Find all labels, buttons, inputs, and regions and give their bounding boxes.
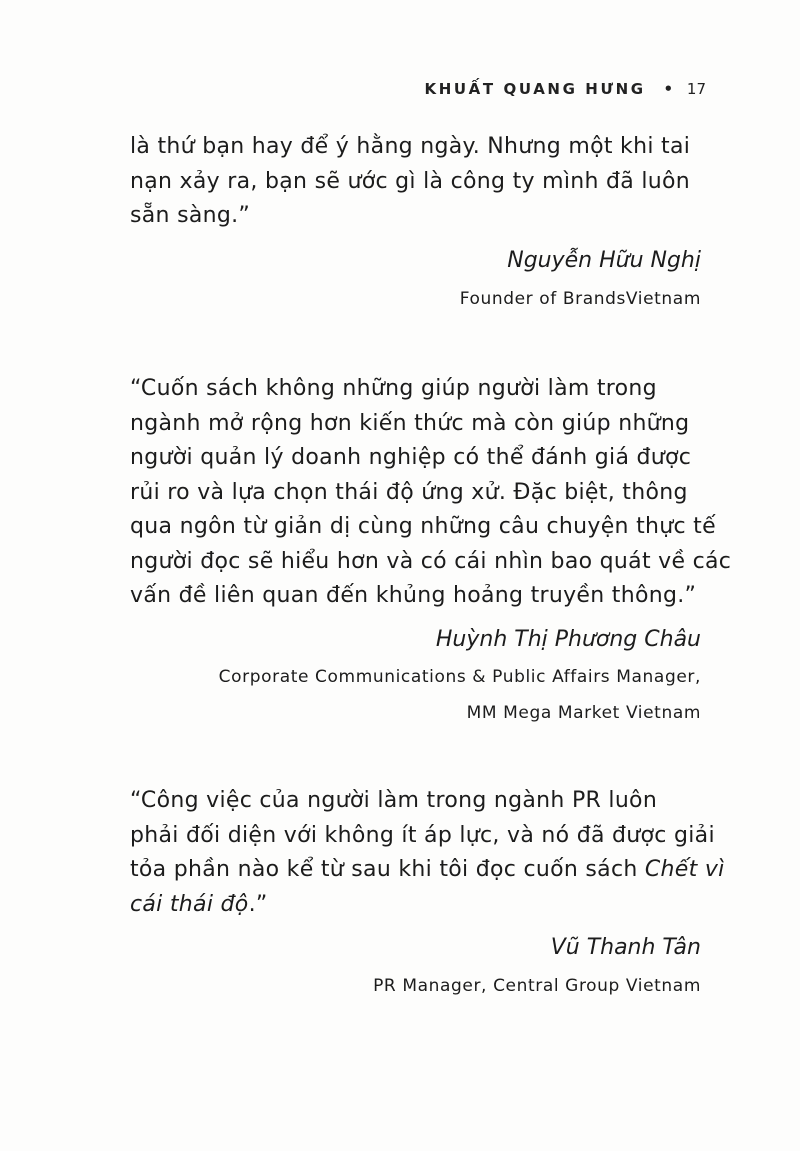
quote-1-affiliation: Founder of BrandsVietnam (459, 289, 701, 309)
quote-3-author: Vũ Thanh Tân (550, 935, 701, 960)
book-title-part-1: Chết vì (644, 857, 725, 882)
quote-line: sẵn sàng.” (130, 203, 251, 228)
running-header-author: KHUẤT QUANG HƯNG (424, 80, 646, 98)
quote-line: “Công việc của người làm trong ngành PR luôn (130, 788, 658, 813)
quote-closing: .” (248, 891, 268, 917)
quote-line: ngành mở rộng hơn kiến thức mà còn giúp những (130, 410, 690, 436)
quote-line: rủi ro và lựa chọn thái độ ứng xử. Đặc biệt, thông (130, 479, 688, 505)
quote-1-author: Nguyễn Hữu Nghị (507, 248, 701, 273)
quote-2-author: Huỳnh Thị Phương Châu (435, 627, 701, 652)
quote-line-text: tỏa phần nào kể từ sau khi tôi đọc cuốn sách (130, 857, 638, 882)
quote-line: người đọc sẽ hiểu hơn và có cái nhìn bao quát về các (130, 548, 732, 574)
quote-3-affiliation: PR Manager, Central Group Vietnam (373, 976, 701, 996)
header-separator: • (663, 80, 674, 98)
running-header (425, 80, 706, 98)
quote-3-text (130, 784, 725, 922)
quote-line: vấn đề liên quan đến khủng hoảng truyền thông.” (130, 583, 697, 608)
quote-line: “Cuốn sách không những giúp người làm trong (130, 376, 657, 401)
quote-1-text (130, 130, 708, 234)
quote-line: nạn xảy ra, bạn sẽ ước gì là công ty mình đã luôn (130, 168, 691, 194)
page-number: 17 (686, 80, 706, 98)
quote-2-text (130, 372, 732, 614)
quote-2-affiliation-line-1: Corporate Communications & Public Affairs Manager, (218, 667, 701, 687)
book-title-part-2: cái thái độ (130, 891, 249, 917)
quote-line (130, 853, 725, 888)
quote-line: qua ngôn từ giản dị cùng những câu chuyện thực tế (130, 514, 716, 539)
quote-line: người quản lý doanh nghiệp có thể đánh giá được (130, 445, 692, 470)
quote-line: phải đối diện với không ít áp lực, và nó đã được giải (130, 822, 715, 848)
quote-line (130, 888, 708, 923)
quote-2-affiliation-line-2: MM Mega Market Vietnam (466, 703, 701, 723)
quote-line: là thứ bạn hay để ý hằng ngày. Nhưng một khi tai (130, 134, 691, 159)
